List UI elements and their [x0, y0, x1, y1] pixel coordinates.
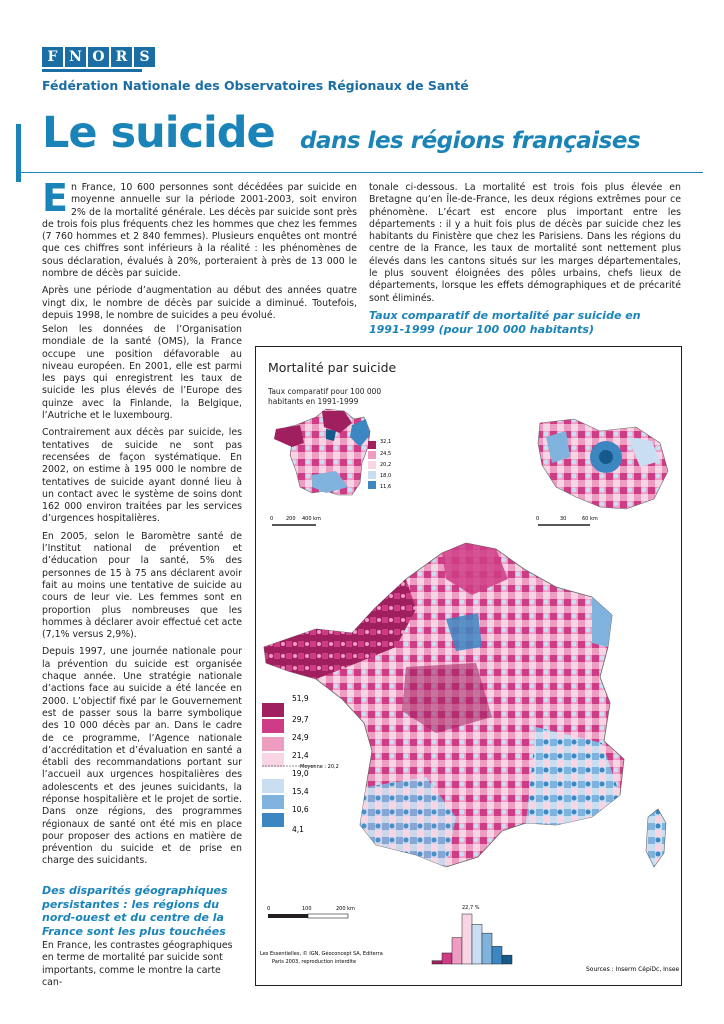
small-scale-left: [270, 516, 321, 525]
scale-label: 60 km: [582, 516, 598, 522]
scale-label: 0: [267, 906, 271, 912]
title-accent-bar: [16, 124, 21, 182]
main-scale-bar: [267, 906, 355, 918]
histogram-bar: [432, 961, 442, 964]
section-heading-text: Des disparités géographiques persistantes : les régions du nord-ouest et du centre de la France sont les plus touchées: [42, 884, 228, 938]
scale-label: 30: [560, 516, 567, 522]
map-source: Sources : Inserm CépiDc, Insee: [586, 966, 680, 973]
legend-value: 4,1: [292, 825, 304, 834]
map-caption: Taux comparatif de mortalité par suicide en 1991-1999 (pour 100 000 habitants): [369, 309, 641, 336]
corsica-map: [646, 809, 666, 867]
small-scale-right: [536, 516, 598, 525]
small-legend-value: 32,1: [380, 439, 392, 445]
scale-label: 100: [302, 906, 312, 912]
histogram-bar: [482, 933, 492, 964]
article-left-column: [42, 324, 242, 873]
distribution-histogram: [432, 905, 512, 964]
histogram-bar: [472, 924, 482, 964]
choropleth-maps: [256, 347, 681, 985]
scale-label: 0: [270, 516, 274, 522]
logo-letter: N: [65, 47, 86, 67]
legend-value: 29,7: [292, 715, 309, 724]
logo-letter: R: [111, 47, 132, 67]
histogram-bar: [442, 953, 452, 964]
map-title: Mortalité par suicide: [268, 360, 397, 375]
paragraph-2: Après une période d’augmentation au début des années quatre vingt dix, le nombre de décès par suicide a diminué. Toutefois, depuis 1998, le nombre de suicides a peu évolué.: [42, 285, 357, 321]
paragraph-7-start: [42, 940, 242, 994]
legend-average: Moyenne : 20,2: [300, 764, 339, 770]
dropcap: E: [42, 176, 68, 220]
histogram-bar: [462, 914, 472, 964]
small-legend-value: 24,5: [380, 451, 392, 457]
main-france-map: [264, 543, 624, 867]
small-legend-value: 20,2: [380, 462, 392, 468]
logo-underline: [42, 69, 142, 72]
legend-value: 15,4: [292, 787, 309, 796]
fnors-logo: [42, 47, 155, 67]
federation-name: Fédération Nationale des Observatoires Régionaux de Santé: [42, 78, 469, 93]
small-legend: [368, 439, 391, 490]
scale-label: 200: [286, 516, 296, 522]
paragraph-6: Depuis 1997, une journée nationale pour la prévention du suicide est organisée chaque année. Une stratégie nationale d’actions face au suicide a été lancée en 2000. L’objectif fixé par le Gouvernement est de passer sous la barre symbolique des 10 000 décès par an. Dans le cadre de ce programme, l’Agence nationale d’accréditation et d’évaluation en santé a établi des recommandations portant sur l’accueil aux urgences hospitalières des adolescents et des jeunes suicidants, la réponse hospitalière et le projet de sortie. Dans onze régions, des programmes régionaux de santé ont été mis en place pour proposer des actions en matière de prévention du suicide et de prise en charge des suicidants.: [42, 646, 242, 867]
paragraph-5: En 2005, selon le Baromètre santé de l’Institut national de prévention et d’éducation pour la santé, 5% des personnes de 15 à 75 ans déclarent avoir fait au moins une tentative de suicide au cours de leur vie. Les femmes sont en proportion plus nombreuses que les hommes à déclarer avoir effectué cet acte (7,1% versus 2,9%).: [42, 530, 242, 641]
histogram-bar: [502, 955, 512, 964]
map-credits: Les Essentielles, © IGN, Géoconcept SA, Editerra: [260, 951, 383, 957]
histogram-peak-label: 22,7 %: [462, 905, 480, 911]
legend-value: 24,9: [292, 733, 309, 742]
page-subtitle: dans les régions françaises: [300, 128, 641, 154]
legend-value: 19,0: [292, 769, 309, 778]
small-legend-value: 11,6: [380, 484, 392, 490]
small-legend-value: 18,0: [380, 473, 392, 479]
title-divider: [20, 172, 703, 173]
article-intro: [42, 176, 357, 327]
map-credits: Paris 2003, reproduction interdite: [272, 959, 357, 965]
logo-letter: S: [134, 47, 155, 67]
article-right-column: [369, 182, 681, 310]
map-subtitle: Taux comparatif pour 100 000 habitants en 1991-1999: [268, 387, 382, 406]
section-heading: [42, 884, 242, 938]
legend-value: 10,6: [292, 805, 309, 814]
paragraph-4: Contrairement aux décès par suicide, les tentatives de suicide ne sont pas recensées de façon systématique. En 2002, on estime à 195 000 le nombre de tentatives de suicide ayant donné lieu à un contact avec le système de soins dont 162 000 environ traitées par les services d’urgences hospitalières.: [42, 427, 242, 525]
paragraph-1: [42, 176, 357, 280]
main-legend: [262, 694, 339, 834]
logo-letter: O: [88, 47, 109, 67]
ile-de-france-map: [538, 419, 668, 509]
paragraph-7-left: En France, les contrastes géographiques en terme de mortalité par suicide sont importants, comme le montre la carte can-: [42, 940, 233, 988]
logo-letter: F: [42, 47, 63, 67]
paragraph-3: Selon les données de l’Organisation mondiale de la santé (OMS), la France occupe une position défavorable au niveau européen. En 2001, elle est parmi les pays qui enregistrent les taux de suicide les plus élevés de l’Europe des quinze avec la Finlande, la Belgique, l’Autriche et le luxembourg.: [42, 324, 242, 422]
scale-label: 0: [536, 516, 540, 522]
scale-label: 200 km: [336, 906, 355, 912]
histogram-bar: [452, 938, 462, 964]
scale-label: 400 km: [302, 516, 321, 522]
paragraph-7-right: tonale ci-dessous. La mortalité est trois fois plus élevée en Bretagne qu’en Île-de-France, les deux régions extrêmes pour ce phénomène. L’écart est encore plus important entre les départements : il y a huit fois plus de décès par suicide chez les habitants du Finistère que chez les Parisiens. Dans les régions du centre de la France, les taux de mortalité sont nettement plus élevés dans les cantons situés sur les marges départementales, le plus souvent éloignées des pôles urbains, chefs lieux de départements, lorsque les effets démographiques et de précarité sont éliminés.: [369, 182, 681, 304]
paragraph-1-text: n France, 10 600 personnes sont décédées par suicide en moyenne annuelle sur la période 2001-2003, soit environ 2% de la mortalité générale. Les décès par suicide sont près de trois fois plus fréquents chez les hommes que chez les femmes (7 760 hommes et 2 840 femmes). Plusieurs enquêtes ont montré que ces chiffres sont inférieurs à la réalité : les phénomènes de sous déclaration, évalués à 20%, porteraient à près de 13 000 le nombre de décès par suicide.: [42, 182, 357, 280]
histogram-bar: [492, 946, 502, 964]
small-france-map: [274, 409, 370, 495]
legend-value: 51,9: [292, 694, 309, 703]
legend-value: 21,4: [292, 751, 309, 760]
page-title: Le suicide: [42, 108, 275, 158]
